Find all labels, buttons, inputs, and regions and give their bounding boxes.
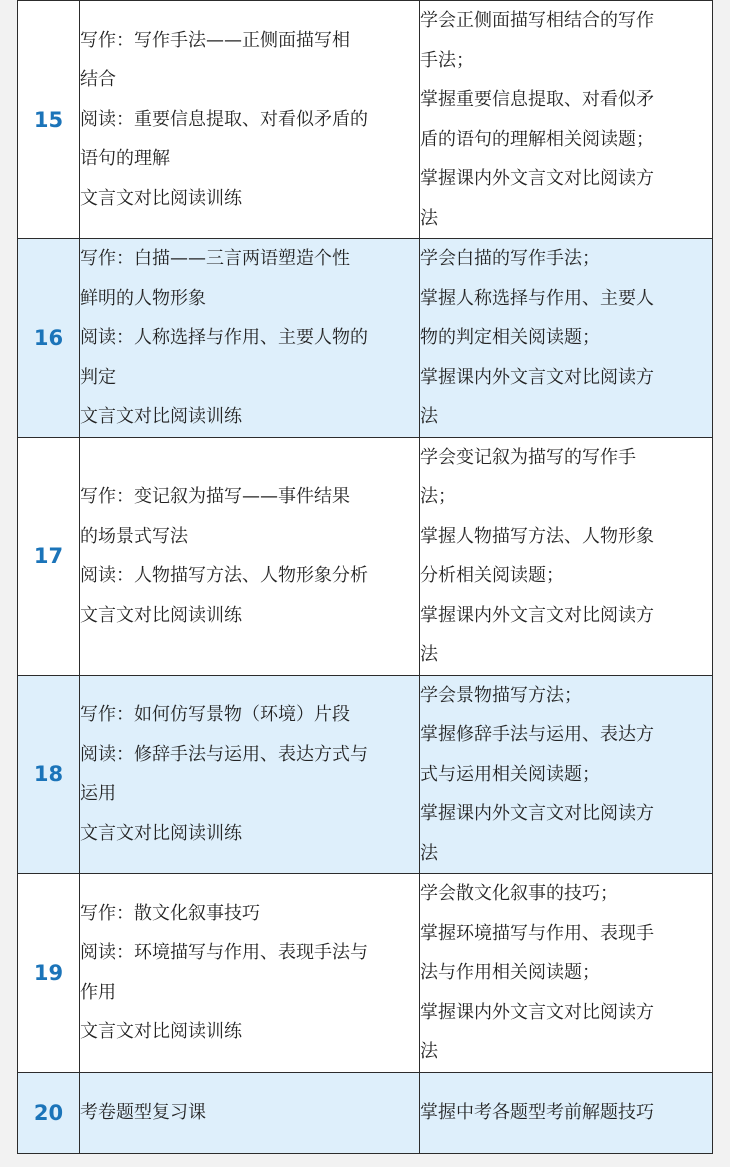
goal-line: 盾的语句的理解相关阅读题；	[420, 128, 654, 150]
lesson-goals	[420, 437, 713, 675]
content-line: 鲜明的人物形象	[80, 287, 206, 309]
goal-line: 法与作用相关阅读题；	[420, 962, 600, 983]
goal-line: 法	[420, 1041, 438, 1062]
table-row	[18, 437, 713, 675]
content-line: 写作：白描——三言两语塑造个性	[80, 248, 350, 269]
lesson-number: 15	[18, 1, 80, 239]
goal-line: 法	[420, 406, 438, 427]
goal-line: 掌握人物描写方法、人物形象	[420, 525, 654, 547]
lesson-content	[80, 874, 420, 1073]
goal-line: 法；	[420, 486, 456, 507]
content-line: 文言文对比阅读训练	[80, 604, 242, 626]
content-line: 写作：变记叙为描写——事件结果	[80, 486, 350, 507]
table-row	[18, 1, 713, 239]
goal-line: 法	[420, 207, 438, 229]
lesson-content	[80, 675, 420, 874]
content-line: 文言文对比阅读训练	[80, 822, 242, 844]
goal-line: 掌握人称选择与作用、主要人	[420, 287, 654, 309]
goal-line: 学会正侧面描写相结合的写作	[420, 10, 654, 31]
content-line: 作用	[80, 981, 116, 1003]
content-line: 语句的理解	[80, 148, 170, 170]
lesson-content	[80, 1072, 420, 1153]
content-line: 结合	[80, 69, 116, 91]
goal-line: 学会散文化叙事的技巧；	[420, 883, 618, 904]
lesson-content	[80, 437, 420, 675]
content-line: 判定	[80, 366, 116, 388]
goal-line: 掌握中考各题型考前解题技巧	[420, 1101, 654, 1123]
goal-line: 法	[420, 842, 438, 864]
lesson-goals	[420, 1, 713, 239]
goal-line: 学会变记叙为描写的写作手	[420, 446, 636, 468]
goal-line: 法	[420, 644, 438, 665]
table-row	[18, 1072, 713, 1153]
lesson-goals	[420, 874, 713, 1073]
lesson-content	[80, 1, 420, 239]
lesson-number: 19	[18, 874, 80, 1073]
goal-line: 式与运用相关阅读题；	[420, 763, 600, 785]
goal-line: 掌握环境描写与作用、表现手	[420, 922, 654, 944]
lesson-number: 16	[18, 239, 80, 438]
table-row	[18, 239, 713, 438]
goal-line: 学会白描的写作手法；	[420, 248, 600, 269]
lesson-number: 20	[18, 1072, 80, 1153]
lesson-content	[80, 239, 420, 438]
content-line: 阅读：修辞手法与运用、表达方式与	[80, 743, 368, 765]
content-line: 写作：散文化叙事技巧	[80, 902, 260, 924]
lesson-number: 18	[18, 675, 80, 874]
content-line: 运用	[80, 783, 116, 805]
content-line: 阅读：人称选择与作用、主要人物的	[80, 327, 368, 348]
lesson-goals	[420, 1072, 713, 1153]
goal-line: 掌握课内外文言文对比阅读方	[420, 168, 654, 189]
goal-line: 掌握修辞手法与运用、表达方	[420, 724, 654, 745]
content-line: 文言文对比阅读训练	[80, 1021, 242, 1043]
content-line: 文言文对比阅读训练	[80, 187, 242, 209]
goal-line: 物的判定相关阅读题；	[420, 327, 600, 348]
goal-line: 掌握课内外文言文对比阅读方	[420, 604, 654, 626]
goal-line: 掌握课内外文言文对比阅读方	[420, 1001, 654, 1023]
lesson-number: 17	[18, 437, 80, 675]
content-line: 文言文对比阅读训练	[80, 406, 242, 427]
goal-line: 掌握课内外文言文对比阅读方	[420, 803, 654, 824]
lesson-goals	[420, 675, 713, 874]
content-line: 写作：写作手法——正侧面描写相	[80, 29, 350, 51]
goal-line: 手法；	[420, 49, 474, 71]
lesson-goals	[420, 239, 713, 438]
table-body	[18, 1, 713, 1154]
goal-line: 学会景物描写方法；	[420, 684, 582, 706]
course-schedule-table	[17, 0, 713, 1154]
content-line: 阅读：人物描写方法、人物形象分析	[80, 565, 368, 586]
content-line: 考卷题型复习课	[80, 1101, 206, 1123]
table-row	[18, 675, 713, 874]
content-line: 阅读：重要信息提取、对看似矛盾的	[80, 108, 368, 130]
content-line: 写作：如何仿写景物（环境）片段	[80, 704, 350, 726]
goal-line: 掌握重要信息提取、对看似矛	[420, 89, 654, 110]
goal-line: 分析相关阅读题；	[420, 565, 564, 586]
table-row	[18, 874, 713, 1073]
goal-line: 掌握课内外文言文对比阅读方	[420, 366, 654, 388]
content-line: 的场景式写法	[80, 525, 188, 547]
content-line: 阅读：环境描写与作用、表现手法与	[80, 942, 368, 964]
